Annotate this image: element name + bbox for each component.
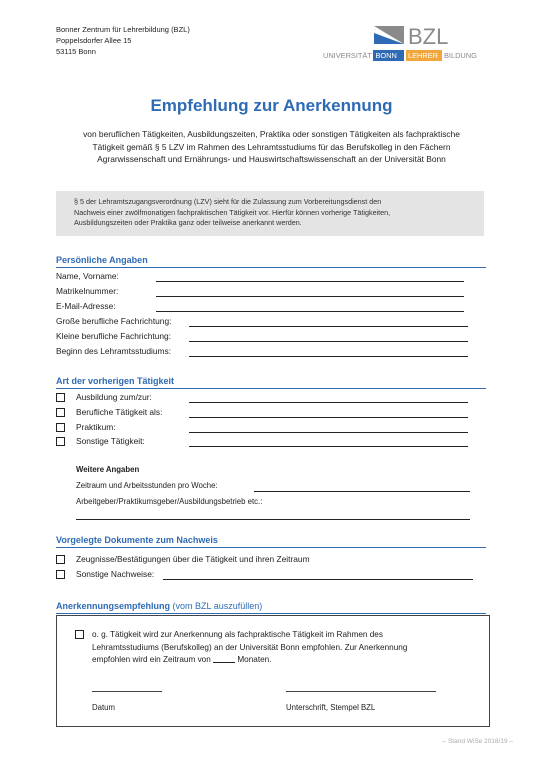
label-name: Name, Vorname: (56, 271, 119, 281)
checkbox-zeugnisse[interactable] (56, 555, 65, 564)
logo-bildung: BILDUNG (444, 51, 477, 61)
sonstige-field[interactable] (189, 446, 468, 447)
subtitle-line-1: von beruflichen Tätigkeiten, Ausbildungszeiten, Praktika oder sonstigen Tätigkeiten als fachpraktische (83, 129, 460, 139)
name-field[interactable] (156, 281, 464, 282)
recommendation-line-3-end: Monaten. (237, 655, 272, 664)
arbeitgeber-field[interactable] (76, 519, 470, 520)
section-heading-documents: Vorgelegte Dokumente zum Nachweis (56, 535, 218, 545)
label-zeugnisse: Zeugnisse/Bestätigungen über die Tätigkeit und ihren Zeitraum (76, 554, 310, 564)
section-heading-personal: Persönliche Angaben (56, 255, 148, 265)
checkbox-beruflich[interactable] (56, 408, 65, 417)
section-rule-recommendation (56, 613, 486, 614)
section-heading-recommendation (56, 601, 262, 611)
address-line-1: Bonner Zentrum für Lehrerbildung (BZL) (56, 25, 190, 34)
ausbildung-field[interactable] (189, 402, 468, 403)
recommendation-line-1: o. g. Tätigkeit wird zur Anerkennung als fachpraktische Tätigkeit im Rahmen des (92, 630, 383, 639)
footer-version: – Stand WiSe 2018/19 – (442, 738, 513, 745)
note-line-1: § 5 der Lehramtszugangsverordnung (LZV) sieht für die Zulassung zum Vorbereitungsdienst den (74, 197, 382, 206)
checkbox-praktikum[interactable] (56, 423, 65, 432)
section-rule-documents (56, 547, 486, 548)
address-line-2: Poppelsdorfer Allee 15 (56, 36, 132, 45)
label-gross: Große berufliche Fachrichtung: (56, 316, 172, 326)
label-zeitraum: Zeitraum und Arbeitsstunden pro Woche: (76, 481, 218, 490)
recommendation-line-3-start: empfohlen wird ein Zeitraum von (92, 655, 211, 664)
label-beginn: Beginn des Lehramtsstudiums: (56, 346, 171, 356)
section-rule-personal (56, 267, 486, 268)
info-note (56, 191, 484, 236)
sonstige-nachweise-field[interactable] (163, 579, 473, 580)
label-datum: Datum (92, 703, 115, 712)
beruflich-field[interactable] (189, 417, 468, 418)
klein-fachrichtung-field[interactable] (189, 341, 468, 342)
checkbox-sonstige[interactable] (56, 437, 65, 446)
checkbox-recommendation[interactable] (75, 630, 84, 639)
note-line-2: Nachweis einer zwölfmonatigen fachpraktischen Tätigkeit vor. Hierfür können vorherige Tätigkeiten, (74, 207, 391, 217)
more-info-heading: Weitere Angaben (76, 465, 140, 474)
address-line-3: 53115 Bonn (56, 47, 96, 56)
label-email: E-Mail-Adresse: (56, 301, 116, 311)
label-beruflich: Berufliche Tätigkeit als: (76, 407, 163, 417)
logo-universitaet: UNIVERSITÄT (323, 51, 372, 60)
subtitle-line-2: Tätigkeit gemäß § 5 LZV im Rahmen des Lehramtsstudiums für das Berufskolleg in den Fächern (92, 141, 451, 152)
recommendation-text (92, 629, 472, 667)
label-praktikum: Praktikum: (76, 422, 116, 432)
zeitraum-field[interactable] (254, 491, 470, 492)
logo-bonn: BONN (375, 51, 397, 61)
label-unterschrift: Unterschrift, Stempel BZL (286, 703, 376, 712)
months-field[interactable] (213, 662, 235, 663)
recommendation-line-3 (92, 654, 472, 667)
bzl-logo (318, 23, 490, 63)
note-line-3: Ausbildungszeiten oder Praktika ganz oder teilweise anerkannt werden. (74, 218, 302, 227)
label-ausbildung: Ausbildung zum/zur: (76, 392, 152, 402)
subtitle-line-3: Agrarwissenschaft und Ernährungs- und Hauswirtschaftswissenschaft an der Universität Bonn (97, 154, 446, 164)
logo-bzl-text: BZL (408, 24, 449, 49)
signature-line[interactable] (286, 691, 436, 692)
recommendation-line-2: Lehramtsstudiums (Berufskolleg) an der Universität Bonn empfohlen. Zur Anerkennung (92, 642, 408, 652)
label-matrikel: Matrikelnummer: (56, 286, 119, 296)
date-signature-line[interactable] (92, 691, 162, 692)
label-sonstige: Sonstige Tätigkeit: (76, 436, 145, 446)
page-subtitle (40, 128, 503, 166)
label-klein: Kleine berufliche Fachrichtung: (56, 331, 171, 341)
logo-lehrer: LEHRER (408, 51, 438, 61)
checkbox-ausbildung[interactable] (56, 393, 65, 402)
section-rule-activity (56, 388, 486, 389)
beginn-field[interactable] (189, 356, 468, 357)
section-heading-activity: Art der vorherigen Tätigkeit (56, 376, 175, 386)
gross-fachrichtung-field[interactable] (189, 326, 468, 327)
recommendation-heading-suffix: (vom BZL auszufüllen) (172, 601, 263, 611)
email-field[interactable] (156, 311, 464, 312)
label-arbeitgeber: Arbeitgeber/Praktikumsgeber/Ausbildungsbetrieb etc.: (76, 497, 263, 506)
label-sonstige-nachweise: Sonstige Nachweise: (76, 569, 155, 579)
praktikum-field[interactable] (189, 432, 468, 433)
sender-address (56, 24, 190, 57)
checkbox-sonstige-nachweise[interactable] (56, 570, 65, 579)
matrikel-field[interactable] (156, 296, 464, 297)
recommendation-heading: Anerkennungsempfehlung (56, 601, 171, 611)
page-title: Empfehlung zur Anerkennung (150, 96, 393, 115)
